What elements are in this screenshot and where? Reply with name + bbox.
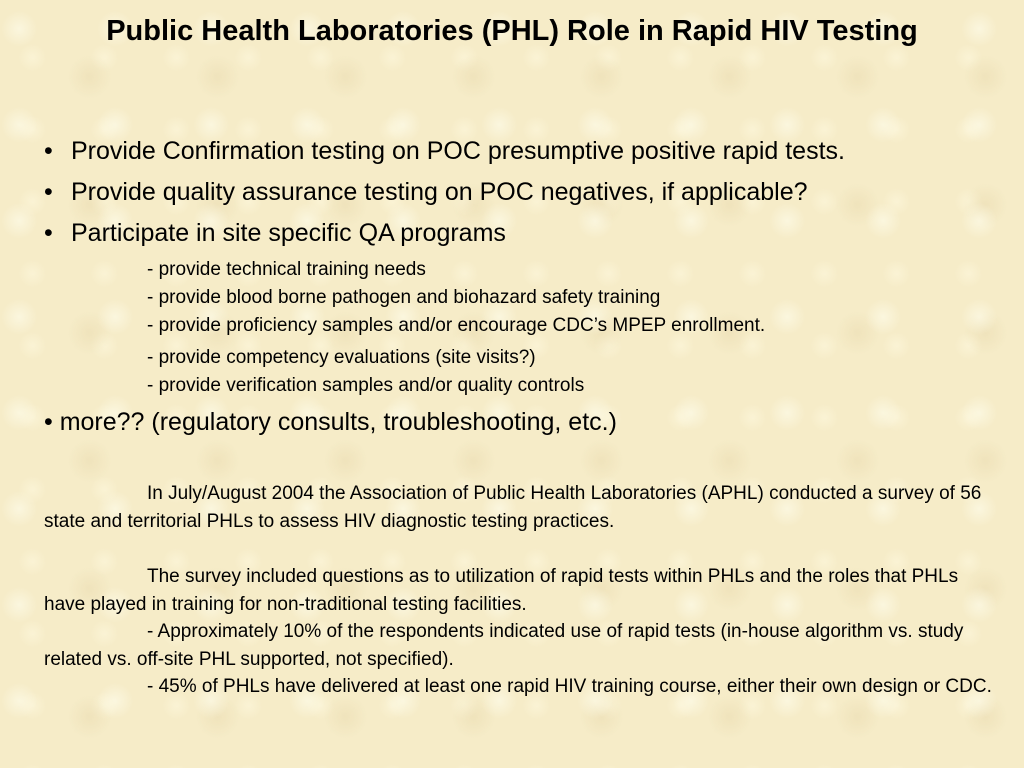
bullet-marker: •: [44, 137, 53, 165]
main-bullet-list: [44, 136, 1004, 259]
sub-item: - provide technical training needs: [147, 259, 426, 280]
survey-paragraph: - Approximately 10% of the respondents indicated use of rapid tests (in-house algorithm vs. study related vs. off-site PHL supported, not specified).: [44, 621, 964, 670]
sub-item: - provide verification samples and/or quality controls: [147, 375, 585, 396]
sub-item: - provide competency evaluations (site visits?): [147, 347, 536, 368]
bullet-text: Participate in site specific QA programs: [71, 219, 506, 247]
bullet-item: [44, 177, 1004, 207]
sub-item: - provide proficiency samples and/or encourage CDC’s MPEP enrollment.: [147, 315, 766, 336]
survey-paragraph: In July/August 2004 the Association of Public Health Laboratories (APHL) conducted a survey of 56 state and territorial PHLs to assess HIV diagnostic testing practices.: [44, 483, 982, 532]
slide-title: Public Health Laboratories (PHL) Role in Rapid HIV Testing: [106, 15, 918, 47]
bullet-text: Provide quality assurance testing on POC negatives, if applicable?: [71, 178, 808, 206]
bullet-text: Provide Confirmation testing on POC presumptive positive rapid tests.: [71, 137, 845, 165]
sub-item: - provide blood borne pathogen and biohazard safety training: [147, 287, 661, 308]
bullet-item: [44, 136, 1004, 166]
sub-item-list: [147, 256, 1007, 400]
bullet-item: [44, 218, 1004, 248]
bullet-marker: •: [44, 219, 53, 247]
more-bullet: • more?? (regulatory consults, troubleshooting, etc.): [44, 408, 617, 436]
survey-paragraph: - 45% of PHLs have delivered at least one rapid HIV training course, either their own design or CDC.: [147, 676, 992, 697]
bullet-marker: •: [44, 178, 53, 206]
survey-paragraph: The survey included questions as to utilization of rapid tests within PHLs and the roles that PHLs have played in training for non-traditional testing facilities.: [44, 566, 959, 615]
